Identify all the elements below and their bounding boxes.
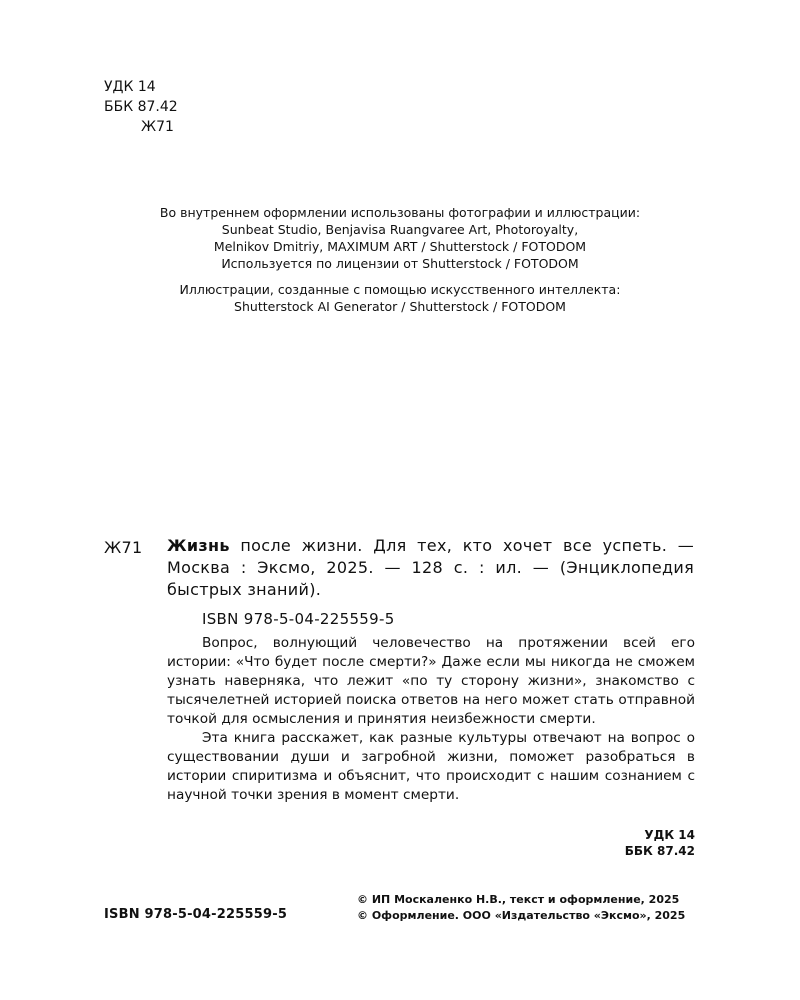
copyright-line: © ИП Москаленко Н.В., текст и оформление, 2025 bbox=[357, 893, 680, 906]
credits-line: Иллюстрации, созданные с помощью искусственного интеллекта: bbox=[179, 282, 621, 297]
author-sign: Ж71 bbox=[141, 119, 174, 135]
annotation-paragraph: Эта книга расскажет, как разные культуры отвечают на вопрос о существовании души и загробной жизни, поможет разобраться в истории спиритизма и объяснит, что происходит с нашим сознанием с научной точки зрения в момент смерти. bbox=[167, 730, 695, 803]
credits-line: Используется по лицензии от Shutterstock / FOTODOM bbox=[221, 256, 579, 271]
author-mark: Ж71 bbox=[104, 538, 143, 557]
udk-code: УДК 14 bbox=[104, 79, 156, 95]
photo-credits bbox=[100, 204, 700, 272]
credits-line: Во внутреннем оформлении использованы фотографии и иллюстрации: bbox=[159, 205, 641, 220]
credits-line: Shutterstock AI Generator / Shutterstock / FOTODOM bbox=[234, 299, 566, 314]
credits-line: Sunbeat Studio, Benjavisa Ruangvaree Art, Photoroyalty, bbox=[221, 222, 579, 237]
copyright-notices bbox=[357, 892, 702, 923]
udk-code: УДК 14 bbox=[644, 828, 695, 842]
annotation bbox=[167, 634, 695, 805]
bbk-code: ББК 87.42 bbox=[624, 844, 695, 858]
title-bold: Жизнь bbox=[167, 536, 230, 555]
isbn: ISBN 978-5-04-225559-5 bbox=[202, 610, 395, 628]
description-text: после жизни. Для тех, кто хочет все успеть. — Москва : Эксмо, 2025. — 128 с. : ил. — (Энциклопедия быстрых знаний). bbox=[167, 536, 695, 599]
isbn-footer: ISBN 978-5-04-225559-5 bbox=[104, 907, 288, 922]
credits-line: Melnikov Dmitriy, MAXIMUM ART / Shutterstock / FOTODOM bbox=[213, 239, 587, 254]
classification-codes-footer bbox=[540, 827, 695, 859]
annotation-paragraph: Вопрос, волнующий человечество на протяжении всей его истории: «Что будет после смерти?» Даже если мы никогда не сможем узнать наверняка, что лежит «по ту сторону жизни», знакомство с тысячелетней историей поиска ответов на него может стать отправной точкой для осмысления и принятия неизбежности смерти. bbox=[167, 635, 695, 727]
bbk-code: ББК 87.42 bbox=[104, 99, 178, 115]
copyright-line: © Оформление. ООО «Издательство «Эксмо», 2025 bbox=[357, 908, 686, 922]
ai-credits bbox=[100, 281, 700, 315]
classification-codes bbox=[104, 77, 178, 137]
bibliographic-description bbox=[167, 535, 694, 601]
